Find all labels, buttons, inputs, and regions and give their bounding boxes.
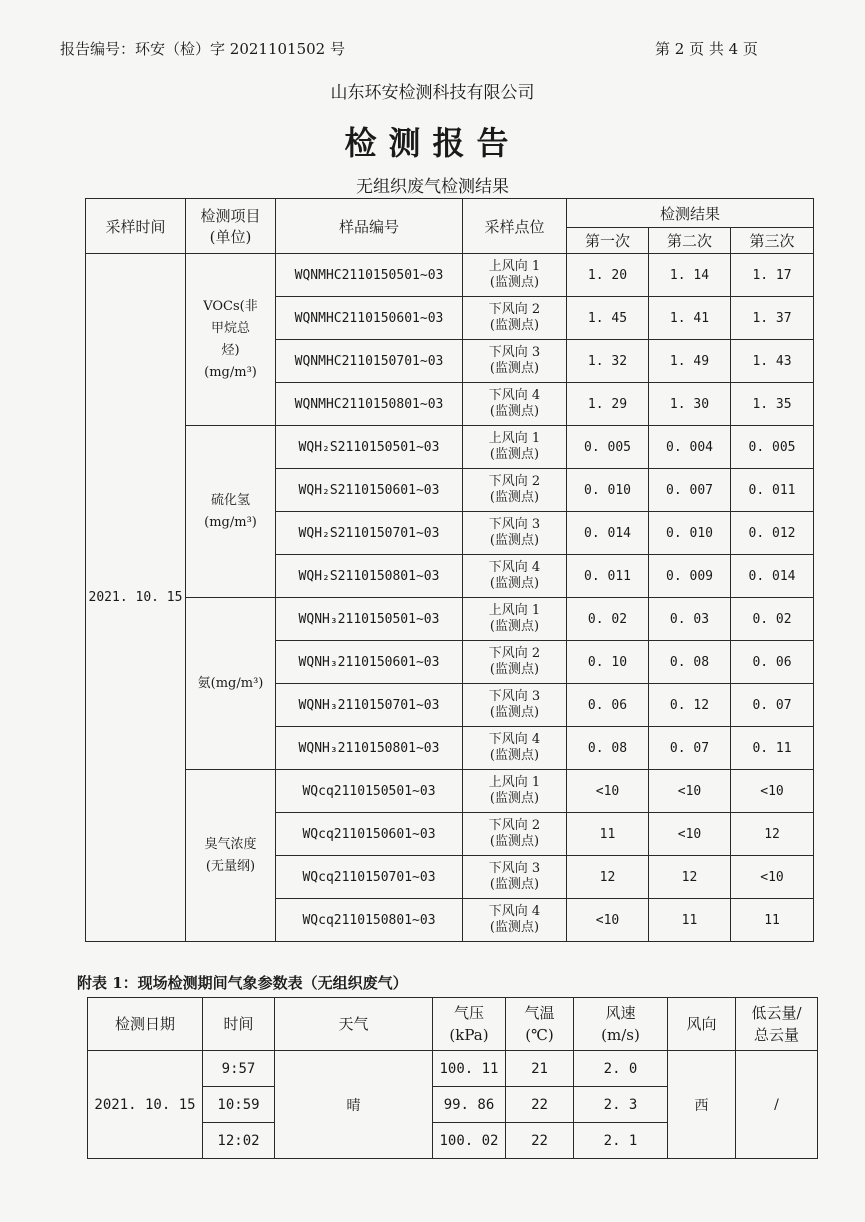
sample-no: WQNMHC2110150601~03 bbox=[276, 297, 463, 340]
result-second: 0. 07 bbox=[649, 727, 731, 770]
weather-time: 12:02 bbox=[203, 1123, 275, 1159]
result-first: 12 bbox=[567, 856, 649, 899]
weather-header-wind-speed bbox=[574, 998, 668, 1051]
result-second: 0. 08 bbox=[649, 641, 731, 684]
pressure-line1: 气压 bbox=[453, 1004, 484, 1022]
sampling-date: 2021. 10. 15 bbox=[86, 254, 186, 942]
weather-pressure: 99. 86 bbox=[433, 1087, 506, 1123]
result-first: 1. 29 bbox=[567, 383, 649, 426]
result-third: 1. 17 bbox=[731, 254, 814, 297]
result-third: 0. 02 bbox=[731, 598, 814, 641]
point-line2: (监测点) bbox=[489, 275, 540, 290]
sampling-point bbox=[463, 426, 567, 469]
sample-no: WQH₂S2110150501~03 bbox=[276, 426, 463, 469]
result-first: 0. 08 bbox=[567, 727, 649, 770]
result-second: 1. 41 bbox=[649, 297, 731, 340]
header-sample-no: 样品编号 bbox=[276, 199, 463, 254]
result-second: 12 bbox=[649, 856, 731, 899]
item-h2s bbox=[186, 426, 276, 598]
point-line2: (监测点) bbox=[489, 533, 540, 548]
weather-speed: 2. 0 bbox=[574, 1051, 668, 1087]
weather-header-wind-dir: 风向 bbox=[668, 998, 736, 1051]
weather-header-cloud bbox=[736, 998, 818, 1051]
sample-no: WQNH₃2110150501~03 bbox=[276, 598, 463, 641]
weather-table bbox=[87, 997, 818, 1159]
point-line2: (监测点) bbox=[489, 662, 540, 677]
weather-speed: 2. 1 bbox=[574, 1123, 668, 1159]
sample-no: WQNH₃2110150601~03 bbox=[276, 641, 463, 684]
result-third: 1. 35 bbox=[731, 383, 814, 426]
sampling-point bbox=[463, 512, 567, 555]
header-item bbox=[186, 199, 276, 254]
point-line1: 下风向 2 bbox=[488, 646, 541, 661]
cloud-line1: 低云量/ bbox=[751, 1004, 802, 1022]
sample-no: WQNH₃2110150801~03 bbox=[276, 727, 463, 770]
sample-no: WQcq2110150601~03 bbox=[276, 813, 463, 856]
results-table bbox=[85, 198, 814, 942]
sampling-point bbox=[463, 813, 567, 856]
weather-pressure: 100. 02 bbox=[433, 1123, 506, 1159]
point-line1: 下风向 4 bbox=[488, 732, 541, 747]
weather-condition: 晴 bbox=[275, 1051, 433, 1159]
point-line2: (监测点) bbox=[489, 920, 540, 935]
result-second: 0. 004 bbox=[649, 426, 731, 469]
weather-time: 10:59 bbox=[203, 1087, 275, 1123]
result-third: 0. 06 bbox=[731, 641, 814, 684]
result-third: <10 bbox=[731, 856, 814, 899]
result-second: 0. 007 bbox=[649, 469, 731, 512]
speed-line1: 风速 bbox=[605, 1004, 636, 1022]
sampling-point bbox=[463, 598, 567, 641]
result-second: 11 bbox=[649, 899, 731, 942]
point-line2: (监测点) bbox=[489, 619, 540, 634]
sample-no: WQH₂S2110150801~03 bbox=[276, 555, 463, 598]
result-second: <10 bbox=[649, 813, 731, 856]
item-nh3-line1: 氨(mg/m³) bbox=[197, 675, 264, 691]
weather-header-weather: 天气 bbox=[275, 998, 433, 1051]
weather-temp: 22 bbox=[506, 1087, 574, 1123]
result-second: 1. 49 bbox=[649, 340, 731, 383]
point-line2: (监测点) bbox=[489, 705, 540, 720]
item-odor-line2: (无量纲) bbox=[205, 858, 256, 874]
result-second: 0. 010 bbox=[649, 512, 731, 555]
result-first: 0. 014 bbox=[567, 512, 649, 555]
result-first: 0. 011 bbox=[567, 555, 649, 598]
point-line1: 下风向 2 bbox=[488, 818, 541, 833]
temp-line2: (℃) bbox=[525, 1026, 554, 1044]
report-number: 报告编号：环安（检）字 2021101502 号 bbox=[60, 40, 345, 58]
item-vocs-line1: VOCs(非 bbox=[203, 298, 258, 314]
result-second: 0. 009 bbox=[649, 555, 731, 598]
result-third: 0. 014 bbox=[731, 555, 814, 598]
result-first: 0. 005 bbox=[567, 426, 649, 469]
point-line1: 上风向 1 bbox=[488, 603, 541, 618]
result-second: 1. 30 bbox=[649, 383, 731, 426]
sample-no: WQcq2110150501~03 bbox=[276, 770, 463, 813]
weather-pressure: 100. 11 bbox=[433, 1051, 506, 1087]
point-line1: 下风向 4 bbox=[488, 388, 541, 403]
result-first: <10 bbox=[567, 899, 649, 942]
point-line1: 下风向 3 bbox=[488, 345, 541, 360]
result-third: <10 bbox=[731, 770, 814, 813]
sampling-point bbox=[463, 469, 567, 512]
header-second: 第二次 bbox=[649, 228, 731, 254]
sample-no: WQNMHC2110150701~03 bbox=[276, 340, 463, 383]
point-line2: (监测点) bbox=[489, 361, 540, 376]
header-results: 检测结果 bbox=[567, 199, 814, 228]
weather-time: 9:57 bbox=[203, 1051, 275, 1087]
point-line1: 下风向 3 bbox=[488, 861, 541, 876]
item-vocs-line2: 甲烷总 bbox=[210, 320, 250, 336]
point-line1: 上风向 1 bbox=[488, 775, 541, 790]
company-name: 山东环安检测科技有限公司 bbox=[330, 83, 535, 103]
sampling-point bbox=[463, 383, 567, 426]
sampling-point bbox=[463, 254, 567, 297]
item-vocs bbox=[186, 254, 276, 426]
point-line2: (监测点) bbox=[489, 877, 540, 892]
item-vocs-line4: (mg/m³) bbox=[204, 364, 257, 380]
result-third: 1. 37 bbox=[731, 297, 814, 340]
result-first: 1. 45 bbox=[567, 297, 649, 340]
document-title: 检测报告 bbox=[344, 124, 521, 162]
item-odor bbox=[186, 770, 276, 942]
result-first: <10 bbox=[567, 770, 649, 813]
sampling-point bbox=[463, 340, 567, 383]
sample-no: WQcq2110150701~03 bbox=[276, 856, 463, 899]
point-line1: 下风向 4 bbox=[488, 560, 541, 575]
result-third: 1. 43 bbox=[731, 340, 814, 383]
sampling-point bbox=[463, 641, 567, 684]
page-info: 第 2 页 共 4 页 bbox=[655, 40, 758, 58]
sampling-point bbox=[463, 899, 567, 942]
point-line1: 上风向 1 bbox=[488, 431, 541, 446]
result-third: 0. 012 bbox=[731, 512, 814, 555]
point-line1: 上风向 1 bbox=[488, 259, 541, 274]
sample-no: WQH₂S2110150701~03 bbox=[276, 512, 463, 555]
point-line2: (监测点) bbox=[489, 834, 540, 849]
result-first: 0. 10 bbox=[567, 641, 649, 684]
point-line2: (监测点) bbox=[489, 318, 540, 333]
weather-wind-dir: 西 bbox=[668, 1051, 736, 1159]
weather-temp: 22 bbox=[506, 1123, 574, 1159]
weather-speed: 2. 3 bbox=[574, 1087, 668, 1123]
result-second: 0. 03 bbox=[649, 598, 731, 641]
result-first: 0. 010 bbox=[567, 469, 649, 512]
sampling-point bbox=[463, 856, 567, 899]
weather-header-temp bbox=[506, 998, 574, 1051]
header-first: 第一次 bbox=[567, 228, 649, 254]
sample-no: WQNMHC2110150501~03 bbox=[276, 254, 463, 297]
point-line2: (监测点) bbox=[489, 748, 540, 763]
point-line1: 下风向 2 bbox=[488, 302, 541, 317]
result-second: 1. 14 bbox=[649, 254, 731, 297]
result-first: 0. 06 bbox=[567, 684, 649, 727]
item-odor-line1: 臭气浓度 bbox=[204, 836, 257, 852]
weather-date: 2021. 10. 15 bbox=[88, 1051, 203, 1159]
item-vocs-line3: 烃) bbox=[221, 342, 240, 358]
point-line2: (监测点) bbox=[489, 576, 540, 591]
item-h2s-line1: 硫化氢 bbox=[210, 492, 250, 508]
weather-cloud: / bbox=[736, 1051, 818, 1159]
sample-no: WQcq2110150801~03 bbox=[276, 899, 463, 942]
result-second: 0. 12 bbox=[649, 684, 731, 727]
sample-no: WQNMHC2110150801~03 bbox=[276, 383, 463, 426]
point-line2: (监测点) bbox=[489, 447, 540, 462]
weather-header-date: 检测日期 bbox=[88, 998, 203, 1051]
sampling-point bbox=[463, 727, 567, 770]
weather-header-pressure bbox=[433, 998, 506, 1051]
result-first: 0. 02 bbox=[567, 598, 649, 641]
result-first: 1. 20 bbox=[567, 254, 649, 297]
result-second: <10 bbox=[649, 770, 731, 813]
point-line1: 下风向 3 bbox=[488, 689, 541, 704]
result-third: 12 bbox=[731, 813, 814, 856]
point-line2: (监测点) bbox=[489, 791, 540, 806]
result-third: 11 bbox=[731, 899, 814, 942]
point-line1: 下风向 2 bbox=[488, 474, 541, 489]
sampling-point bbox=[463, 770, 567, 813]
temp-line1: 气温 bbox=[524, 1004, 555, 1022]
speed-line2: (m/s) bbox=[601, 1026, 640, 1044]
sample-no: WQH₂S2110150601~03 bbox=[276, 469, 463, 512]
header-third: 第三次 bbox=[731, 228, 814, 254]
sampling-point bbox=[463, 555, 567, 598]
weather-temp: 21 bbox=[506, 1051, 574, 1087]
table-title: 无组织废气检测结果 bbox=[356, 177, 509, 197]
weather-header-time: 时间 bbox=[203, 998, 275, 1051]
item-nh3 bbox=[186, 598, 276, 770]
appendix-title: 附表 1：现场检测期间气象参数表（无组织废气） bbox=[77, 974, 408, 992]
item-h2s-line2: (mg/m³) bbox=[204, 514, 257, 530]
header-sampling-time: 采样时间 bbox=[86, 199, 186, 254]
header-point: 采样点位 bbox=[463, 199, 567, 254]
pressure-line2: (kPa) bbox=[449, 1026, 489, 1044]
point-line2: (监测点) bbox=[489, 404, 540, 419]
point-line1: 下风向 3 bbox=[488, 517, 541, 532]
sample-no: WQNH₃2110150701~03 bbox=[276, 684, 463, 727]
result-first: 1. 32 bbox=[567, 340, 649, 383]
sampling-point bbox=[463, 297, 567, 340]
point-line1: 下风向 4 bbox=[488, 904, 541, 919]
result-third: 0. 011 bbox=[731, 469, 814, 512]
result-first: 11 bbox=[567, 813, 649, 856]
header-item-line1: 检测项目 bbox=[200, 207, 261, 225]
result-third: 0. 11 bbox=[731, 727, 814, 770]
sampling-point bbox=[463, 684, 567, 727]
result-third: 0. 07 bbox=[731, 684, 814, 727]
result-third: 0. 005 bbox=[731, 426, 814, 469]
header-item-line2: (单位) bbox=[209, 228, 252, 246]
point-line2: (监测点) bbox=[489, 490, 540, 505]
cloud-line2: 总云量 bbox=[753, 1026, 799, 1044]
